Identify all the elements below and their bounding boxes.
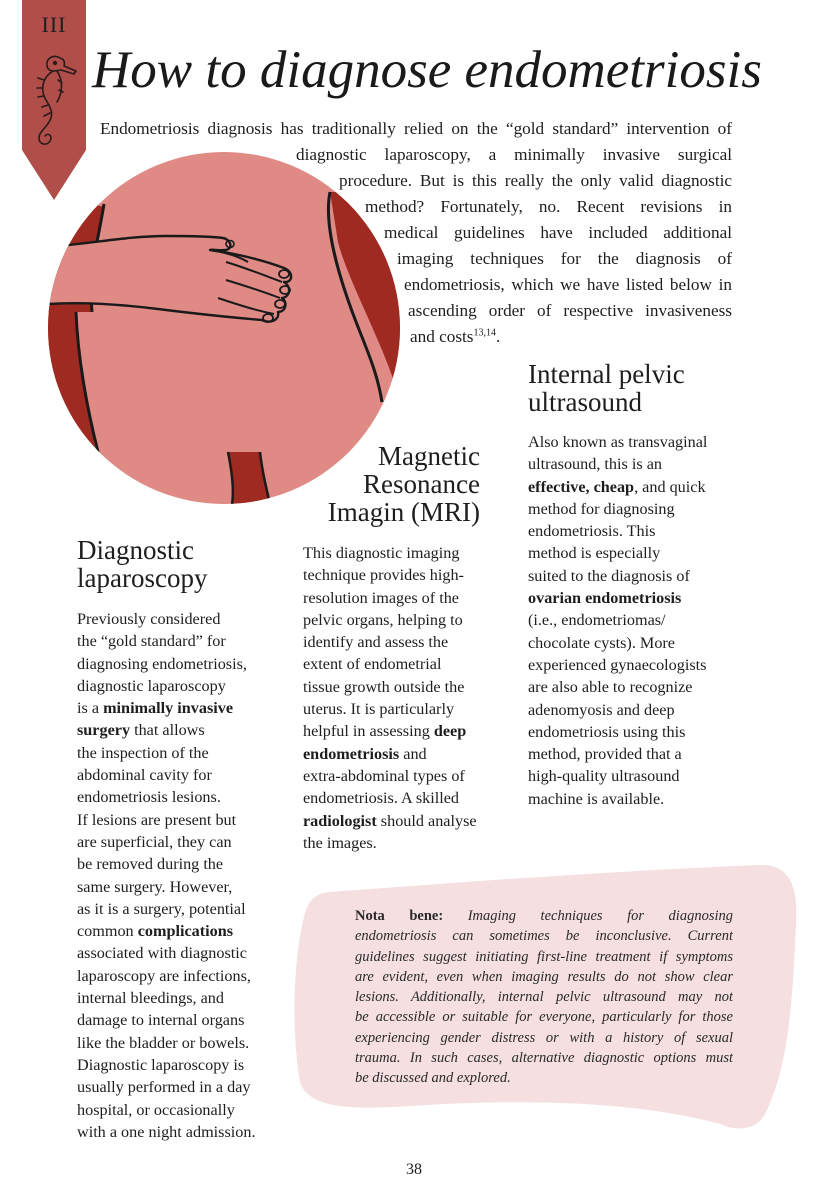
text-line bbox=[355, 1007, 733, 1027]
heading-laparoscopy bbox=[77, 536, 207, 592]
text-line bbox=[77, 697, 256, 719]
text-run: uterus. It is particularly bbox=[303, 700, 455, 719]
text-run: experienced gynaecologists bbox=[528, 655, 707, 674]
text-run: common bbox=[77, 922, 138, 941]
text-line bbox=[77, 853, 256, 875]
text-run: usually performed in a day bbox=[77, 1078, 251, 1097]
text-line bbox=[77, 1032, 256, 1054]
text-run: adenomyosis and deep bbox=[528, 700, 675, 719]
intro-line: diagnostic laparoscopy, a minimally invasive surgical bbox=[296, 145, 732, 164]
text-run: chocolate cysts). More bbox=[528, 633, 675, 652]
text-run: method, provided that a bbox=[528, 745, 682, 764]
text-run: (i.e., endometriomas/ bbox=[528, 611, 666, 630]
text-line bbox=[303, 609, 477, 631]
page-title: How to diagnose endometriosis bbox=[92, 41, 762, 99]
text-run: damage to internal organs bbox=[77, 1011, 245, 1030]
text-run: resolution images of the bbox=[303, 588, 459, 607]
text-run: are superficial, they can bbox=[77, 832, 232, 851]
text-line bbox=[528, 743, 707, 765]
text-line bbox=[303, 564, 477, 586]
text-run: be accessible or suitable for everyone, particularly for those bbox=[355, 1009, 733, 1026]
text-run: that allows bbox=[130, 721, 205, 740]
text-run: helpful in assessing bbox=[303, 722, 434, 741]
intro-line: imaging techniques for the diagnosis of bbox=[397, 249, 732, 268]
bold-text: complications bbox=[137, 922, 234, 941]
text-line bbox=[528, 609, 707, 631]
text-line bbox=[77, 809, 256, 831]
text-run: endometriosis lesions. bbox=[77, 788, 221, 807]
bold-text: effective, cheap bbox=[528, 477, 635, 496]
text-line bbox=[77, 898, 256, 920]
text-run: extra-abdominal types of bbox=[303, 766, 465, 785]
text-run: guidelines suggest initiating first-line treatment if symptoms bbox=[355, 948, 733, 965]
citation: 13,14 bbox=[473, 327, 496, 339]
heading-line: Magnetic bbox=[378, 441, 480, 471]
text-run: like the bladder or bowels. bbox=[77, 1033, 250, 1052]
text-run: Diagnostic laparoscopy is bbox=[77, 1055, 245, 1074]
text-line bbox=[528, 676, 707, 698]
text-line bbox=[528, 721, 707, 743]
text-line bbox=[528, 765, 707, 787]
text-run: is a bbox=[77, 699, 104, 718]
intro-line: medical guidelines have included additional bbox=[384, 223, 732, 242]
heading-mri bbox=[328, 442, 480, 526]
text-line bbox=[355, 967, 733, 987]
text-line bbox=[528, 654, 707, 676]
text-line bbox=[355, 987, 733, 1007]
text-line bbox=[528, 632, 707, 654]
text-line bbox=[355, 1048, 733, 1068]
text-line bbox=[355, 1068, 733, 1088]
text-line bbox=[528, 498, 707, 520]
laparoscopy-text bbox=[77, 608, 256, 1143]
text-line bbox=[77, 942, 256, 964]
seahorse-icon bbox=[30, 50, 80, 150]
text-line bbox=[77, 1076, 256, 1098]
text-run: Imaging techniques for diagnosing bbox=[443, 908, 733, 924]
text-line bbox=[303, 542, 477, 564]
text-line bbox=[77, 1099, 256, 1121]
text-run: suited to the diagnosis of bbox=[528, 566, 690, 585]
intro-line: endometriosis, which we have listed below in bbox=[404, 275, 732, 294]
text-run: abdominal cavity for bbox=[77, 766, 212, 785]
text-run: diagnostic laparoscopy bbox=[77, 676, 226, 695]
text-run: endometriosis. A skilled bbox=[303, 789, 460, 808]
text-run: associated with diagnostic bbox=[77, 944, 247, 963]
text-line bbox=[528, 453, 707, 475]
text-line bbox=[355, 926, 733, 946]
text-line bbox=[355, 947, 733, 967]
text-run: pelvic organs, helping to bbox=[303, 610, 463, 629]
text-line bbox=[528, 587, 707, 609]
page-number: 38 bbox=[406, 1161, 422, 1178]
text-line bbox=[77, 1054, 256, 1076]
text-line bbox=[303, 787, 477, 809]
text-run: Previously considered bbox=[77, 610, 221, 628]
text-line bbox=[528, 788, 707, 810]
text-run: same surgery. However, bbox=[77, 877, 233, 896]
text-run: the inspection of the bbox=[77, 743, 209, 762]
text-run: with a one night admission. bbox=[77, 1122, 256, 1141]
text-line bbox=[303, 810, 477, 832]
text-run: laparoscopy are infections, bbox=[77, 966, 251, 985]
text-run: extent of endometrial bbox=[303, 655, 442, 674]
heading-line: Imagin (MRI) bbox=[327, 497, 480, 527]
text-run: the “gold standard” for bbox=[77, 632, 226, 651]
text-line bbox=[77, 742, 256, 764]
text-line bbox=[77, 630, 256, 652]
text-run: be discussed and explored. bbox=[355, 1070, 511, 1087]
text-line bbox=[77, 920, 256, 942]
text-run: experiencing gender distress or with a history of sexual bbox=[355, 1029, 733, 1046]
bold-text: Nota bene: bbox=[355, 908, 444, 924]
chapter-number: III bbox=[41, 12, 67, 37]
text-line bbox=[303, 653, 477, 675]
text-run: technique provides high- bbox=[303, 566, 464, 585]
text-line bbox=[303, 720, 477, 742]
bold-text: surgery bbox=[77, 721, 131, 740]
text-line bbox=[303, 587, 477, 609]
text-line bbox=[355, 906, 733, 926]
heading-ultrasound bbox=[528, 360, 685, 416]
bold-text: deep bbox=[433, 722, 467, 741]
text-run: This diagnostic imaging bbox=[303, 544, 460, 562]
heading-line: Diagnostic bbox=[77, 535, 194, 565]
text-run: endometriosis. This bbox=[528, 522, 656, 541]
text-run: tissue growth outside the bbox=[303, 677, 465, 696]
text-line bbox=[77, 876, 256, 898]
intro-line: ascending order of respective invasiveness bbox=[408, 301, 732, 320]
bold-text: radiologist bbox=[303, 811, 377, 830]
text-line bbox=[77, 764, 256, 786]
text-line bbox=[355, 1028, 733, 1048]
text-line bbox=[303, 698, 477, 720]
text-run: method for diagnosing bbox=[528, 499, 675, 518]
text-line bbox=[303, 631, 477, 653]
text-run: Also known as transvaginal bbox=[528, 433, 708, 451]
bold-text: ovarian endometriosis bbox=[528, 589, 682, 608]
text-line bbox=[303, 676, 477, 698]
text-run: , and quick bbox=[634, 477, 706, 496]
text-run: high-quality ultrasound bbox=[528, 767, 680, 786]
heading-line: Internal pelvic bbox=[528, 359, 685, 389]
text-run: hospital, or occasionally bbox=[77, 1100, 235, 1119]
text-line bbox=[77, 1009, 256, 1031]
text-line bbox=[528, 565, 707, 587]
text-run: be removed during the bbox=[77, 855, 224, 874]
mri-text bbox=[303, 542, 477, 854]
text-line bbox=[77, 965, 256, 987]
text-run: method is especially bbox=[528, 544, 661, 563]
intro-line: procedure. But is this really the only valid diagnostic bbox=[339, 171, 732, 190]
text-run: and bbox=[399, 744, 427, 763]
text-line bbox=[77, 653, 256, 675]
text-run: internal bleedings, and bbox=[77, 989, 224, 1008]
text-run: If lesions are present but bbox=[77, 810, 237, 829]
text-run: should analyse bbox=[376, 811, 477, 830]
text-run: trauma. In such cases, alternative diagnostic options must bbox=[355, 1050, 733, 1067]
intro-line bbox=[410, 324, 732, 350]
text-run: as it is a surgery, potential bbox=[77, 899, 246, 918]
text-run: machine is available. bbox=[528, 789, 665, 808]
text-line bbox=[528, 520, 707, 542]
text-run: ultrasound, this is an bbox=[528, 455, 662, 474]
text-line bbox=[77, 987, 256, 1009]
text-run: are evident, even when imaging results do not show clear bbox=[355, 968, 733, 985]
bold-text: endometriosis bbox=[303, 744, 400, 763]
text-line bbox=[528, 699, 707, 721]
heading-line: laparoscopy bbox=[77, 563, 208, 593]
text-line bbox=[77, 831, 256, 853]
heading-line: ultrasound bbox=[528, 387, 642, 417]
text-line bbox=[303, 832, 477, 854]
intro-end: . bbox=[496, 327, 501, 346]
text-line bbox=[77, 786, 256, 808]
intro-last-text: and costs bbox=[410, 327, 474, 346]
heading-line: Resonance bbox=[363, 469, 480, 499]
text-line bbox=[528, 431, 707, 453]
text-run: endometriosis can sometimes be inconclusive. Current bbox=[355, 928, 733, 945]
text-line bbox=[77, 719, 256, 741]
text-line bbox=[77, 675, 256, 697]
text-line bbox=[77, 608, 256, 630]
text-line bbox=[77, 1121, 256, 1143]
text-run: the images. bbox=[303, 833, 377, 852]
intro-line: method? Fortunately, no. Recent revisions in bbox=[365, 197, 732, 216]
text-line bbox=[528, 542, 707, 564]
text-run: are also able to recognize bbox=[528, 678, 693, 697]
text-run: identify and assess the bbox=[303, 633, 449, 652]
intro-line: Endometriosis diagnosis has traditionally relied on the “gold standard” intervention of bbox=[100, 119, 732, 138]
text-run: lesions. Additionally, internal pelvic ultrasound may not bbox=[355, 989, 733, 1006]
bold-text: minimally invasive bbox=[103, 699, 234, 718]
text-line bbox=[528, 476, 707, 498]
text-line bbox=[303, 765, 477, 787]
text-run: diagnosing endometriosis, bbox=[77, 654, 247, 673]
text-line bbox=[303, 743, 477, 765]
nota-bene-text bbox=[355, 906, 733, 1089]
ultrasound-text bbox=[528, 431, 707, 810]
text-run: endometriosis using this bbox=[528, 722, 686, 741]
